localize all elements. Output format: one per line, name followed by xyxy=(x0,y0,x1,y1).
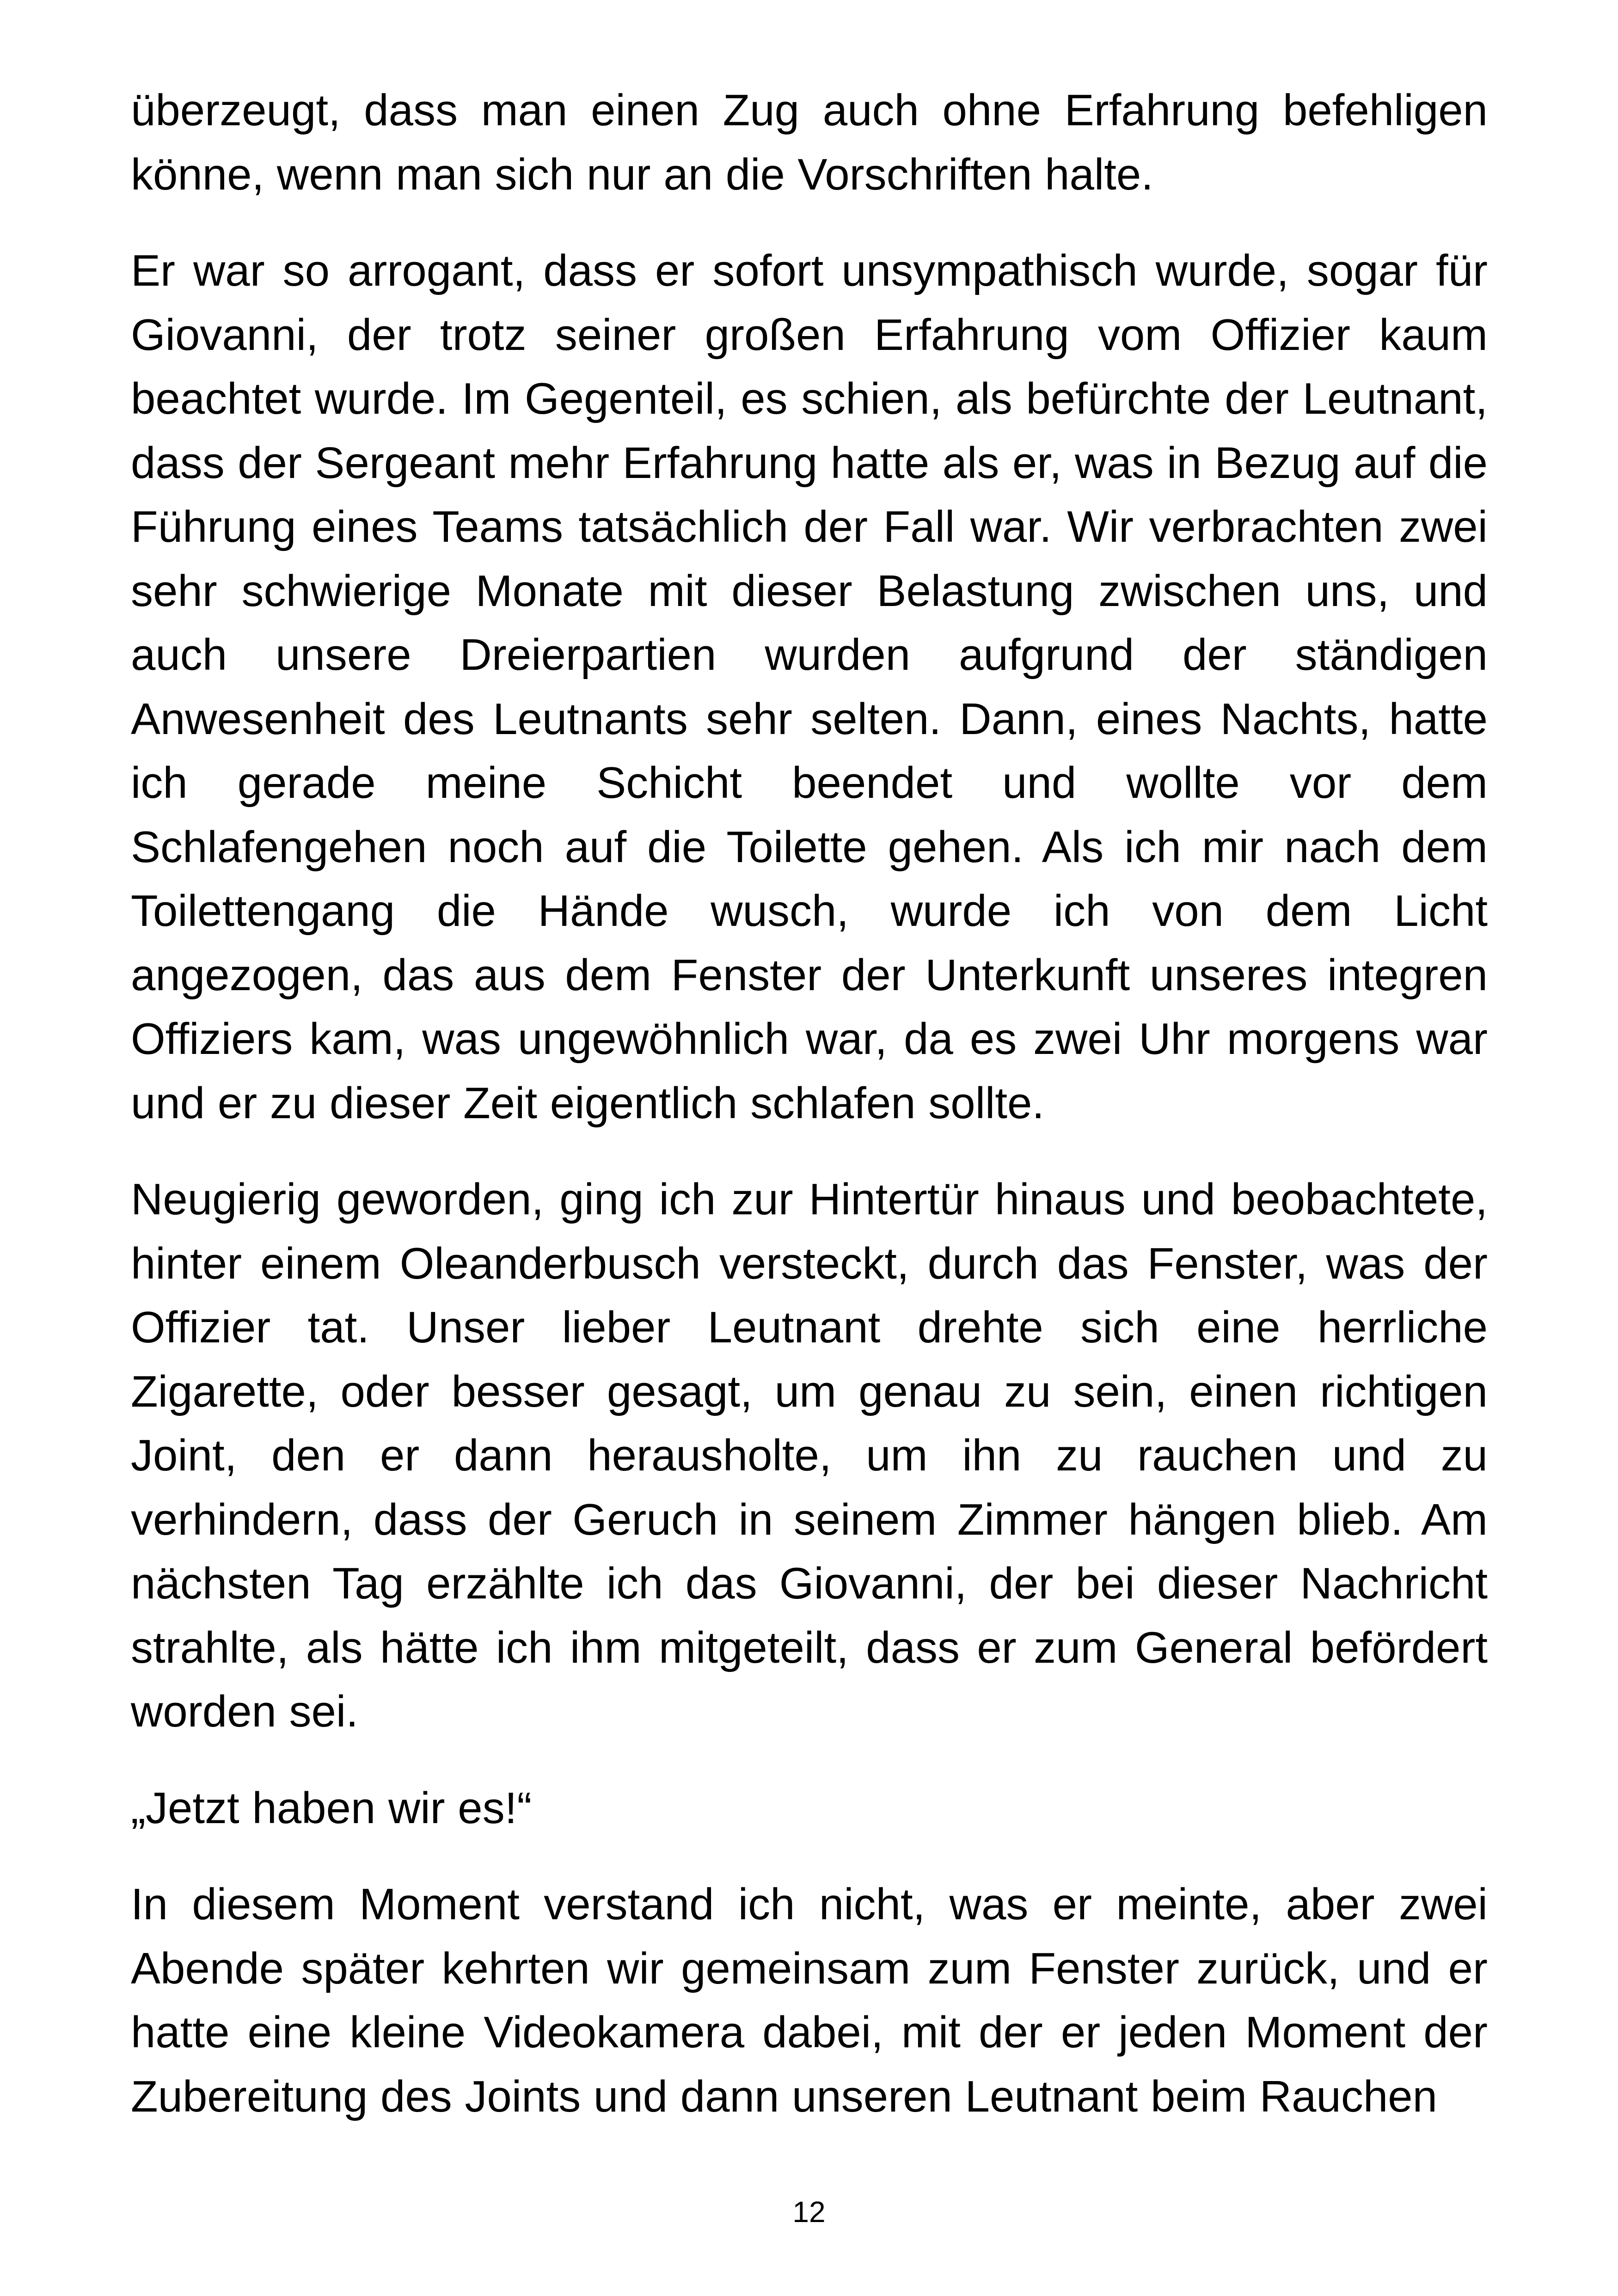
body-text xyxy=(131,79,1488,2129)
paragraph-4-quote: „Jetzt haben wir es!“ xyxy=(131,1783,532,1833)
paragraph-5: In diesem Moment verstand ich nicht, was er meinte, aber zwei Abende später kehrten wir gemeinsam zum Fenster zurück, und er hatte eine kleine Videokamera dabei, mit der er jeden Moment der Zubereitung des Joints und dann unseren Leutnant beim Rauchen xyxy=(131,1880,1488,2121)
paragraph-2: Er war so arrogant, dass er sofort unsympathisch wurde, sogar für Giovanni, der trotz seiner großen Erfahrung vom Offizier kaum beachtet wurde. Im Gegenteil, es schien, als befürchte der Leutnant, dass der Sergeant mehr Erfahrung hatte als er, was in Bezug auf die Führung eines Teams tatsächlich der Fall war. Wir verbrachten zwei sehr schwierige Monate mit dieser Belastung zwischen uns, und auch unsere Dreierpartien wurden aufgrund der ständigen Anwesenheit des Leutnants sehr selten. Dann, eines Nachts, hatte ich gerade meine Schicht beendet und wollte vor dem Schlafengehen noch auf die Toilette gehen. Als ich mir nach dem Toilettengang die Hände wusch, wurde ich von dem Licht angezogen, das aus dem Fenster der Unterkunft unseres integren Offiziers kam, was ungewöhnlich war, da es zwei Uhr morgens war und er zu dieser Zeit eigentlich schlafen sollte. xyxy=(131,246,1488,1128)
paragraph-3: Neugierig geworden, ging ich zur Hintertür hinaus und beobachtete, hinter einem Oleanderbusch versteckt, durch das Fenster, was der Offizier tat. Unser lieber Leutnant drehte sich eine herrliche Zigarette, oder besser gesagt, um genau zu sein, einen richtigen Joint, den er dann herausholte, um ihn zu rauchen und zu verhindern, dass der Geruch in seinem Zimmer hängen blieb. Am nächsten Tag erzählte ich das Giovanni, der bei dieser Nachricht strahlte, als hätte ich ihm mitgeteilt, dass er zum General befördert worden sei. xyxy=(131,1175,1488,1736)
paragraph-1: überzeugt, dass man einen Zug auch ohne Erfahrung befehligen könne, wenn man sich nur an die Vorschriften halte. xyxy=(131,86,1488,199)
page-number: 12 xyxy=(792,2195,826,2229)
